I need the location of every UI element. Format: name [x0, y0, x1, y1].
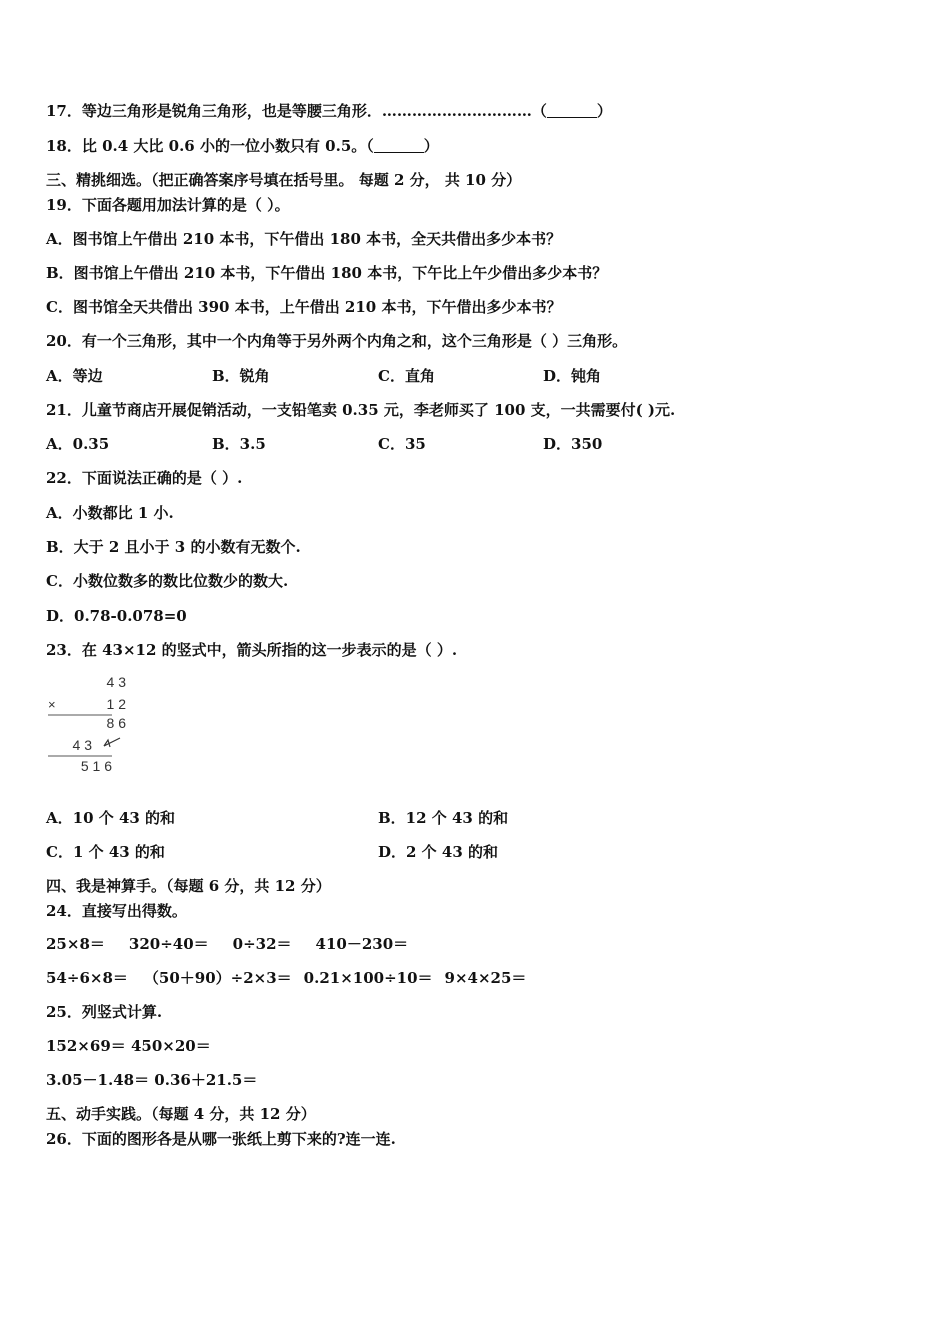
- question-20-option-c: C．直角: [378, 367, 435, 385]
- question-20-option-d: D．钝角: [543, 367, 602, 385]
- section-4-heading: 四、我是神算手。（每题 6 分，共 12 分）: [46, 877, 331, 895]
- question-18: 18．比 0.4 大比 0.6 小的一位小数只有 0.5。（ ）: [46, 137, 439, 155]
- question-22-option-a: A．小数都比 1 小.: [46, 504, 174, 522]
- fig-times-sign: ×: [48, 697, 56, 712]
- calc-item: 9×4×25＝: [444, 969, 527, 987]
- fig-row-partial-2: 4 3: [72, 737, 92, 753]
- fig-row-partial-1: 8 6: [106, 715, 126, 731]
- question-23-option-d: D．2 个 43 的和: [378, 843, 498, 861]
- question-23-stem: 23．在 43×12 的竖式中，箭头所指的这一步表示的是（ ）.: [46, 641, 458, 659]
- question-22-option-c: C．小数位数多的数比位数少的数大.: [46, 572, 289, 590]
- question-21-option-a: A．0.35: [46, 435, 110, 453]
- question-25-stem: 25．列竖式计算.: [46, 1003, 163, 1021]
- question-26-stem: 26．下面的图形各是从哪一张纸上剪下来的?连一连.: [46, 1130, 396, 1148]
- calc-item: （50＋90）÷2×3＝: [143, 969, 292, 987]
- question-21-option-b: B．3.5: [212, 435, 266, 453]
- question-21-stem: 21．儿童节商店开展促销活动，一支铅笔卖 0.35 元，李老师买了 100 支，一共需要付( )元.: [46, 401, 676, 419]
- question-19-option-b: B．图书馆上午借出 210 本书，下午借出 180 本书，下午比上午少借出多少本书？: [46, 264, 608, 282]
- answer-blank[interactable]: [374, 138, 424, 153]
- question-19-option-c: C．图书馆全天共借出 390 本书，上午借出 210 本书，下午借出多少本书？: [46, 298, 562, 316]
- question-20-stem: 20．有一个三角形，其中一个内角等于另外两个内角之和，这个三角形是（ ）三角形。: [46, 332, 628, 350]
- fig-row-multiplier: 1 2: [106, 696, 126, 712]
- fig-row-product: 5 1 6: [80, 758, 112, 774]
- calc-item: 410－230＝: [315, 935, 409, 953]
- question-22-stem: 22．下面说法正确的是（ ）.: [46, 469, 243, 487]
- question-20-option-b: B．锐角: [212, 367, 270, 385]
- question-20-option-a: A．等边: [46, 367, 103, 385]
- calc-item: 0÷32＝: [232, 935, 292, 953]
- question-19-option-a: A．图书馆上午借出 210 本书，下午借出 180 本书，全天共借出多少本书？: [46, 230, 562, 248]
- question-23-option-b: B．12 个 43 的和: [378, 809, 509, 827]
- calc-item: 54÷6×8＝: [46, 969, 128, 987]
- question-23-option-a: A．10 个 43 的和: [46, 809, 176, 827]
- calc-item: 320÷40＝: [128, 935, 209, 953]
- answer-blank[interactable]: [547, 103, 597, 118]
- vertical-multiplication-figure: [42, 670, 132, 780]
- question-22-option-b: B．大于 2 且小于 3 的小数有无数个.: [46, 538, 301, 556]
- question-19-stem: 19．下面各题用加法计算的是（ ）。: [46, 196, 290, 214]
- calc-item: 25×8＝: [46, 935, 105, 953]
- question-22-option-d: D．0.78-0.078=0: [46, 607, 187, 625]
- calc-item: 0.21×100÷10＝: [303, 969, 433, 987]
- question-21-option-c: C．35: [378, 435, 426, 453]
- question-21-option-d: D．350: [543, 435, 603, 453]
- question-23-option-c: C．1 个 43 的和: [46, 843, 165, 861]
- question-17: 17．等边三角形是锐角三角形，也是等腰三角形．…………………………（ ）: [46, 102, 612, 120]
- question-25-row-1: 152×69＝ 450×20＝: [46, 1037, 211, 1055]
- question-24-row-2: [46, 969, 550, 987]
- question-25-row-2: 3.05－1.48＝ 0.36＋21.5＝: [46, 1071, 258, 1089]
- fig-row-multiplicand: 4 3: [106, 674, 126, 690]
- section-3-heading: 三、精挑细选。（把正确答案序号填在括号里。 每题 2 分， 共 10 分）: [46, 171, 522, 189]
- section-5-heading: 五、动手实践。（每题 4 分，共 12 分）: [46, 1105, 316, 1123]
- question-24-stem: 24．直接写出得数。: [46, 902, 187, 920]
- question-24-row-1: [46, 935, 432, 953]
